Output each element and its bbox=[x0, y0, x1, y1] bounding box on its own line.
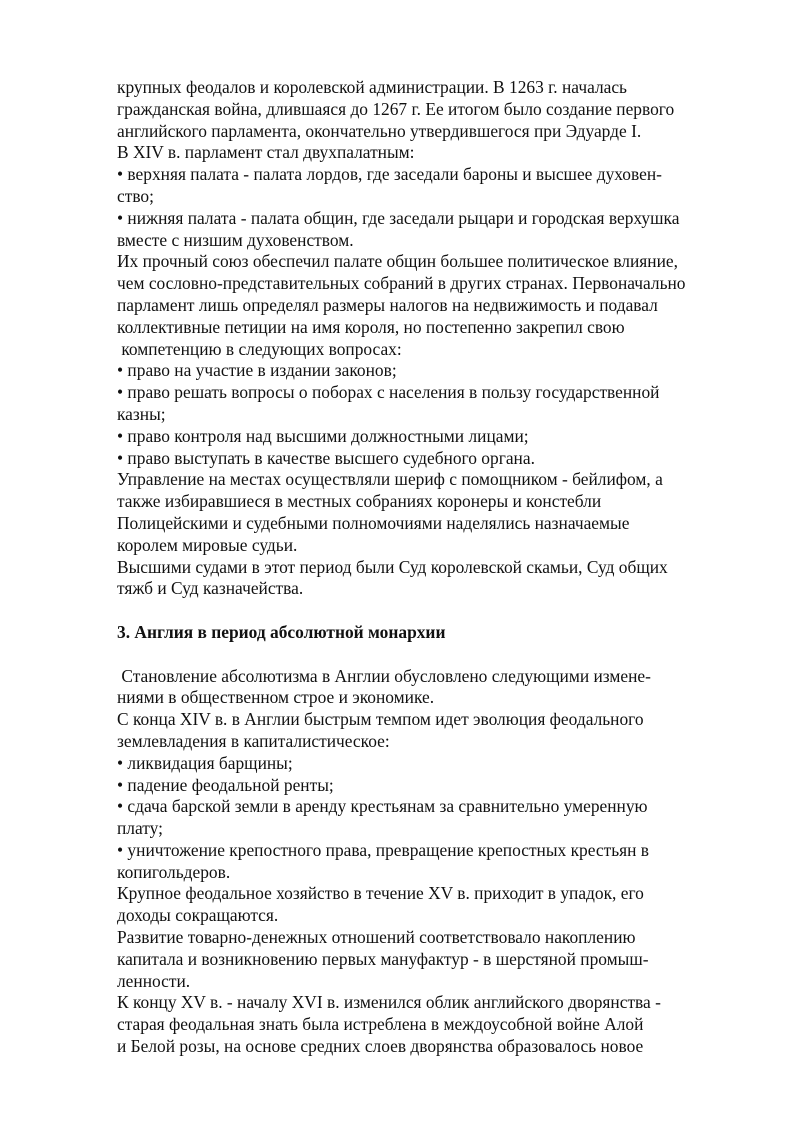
bullet-line: • верхняя палата - палата лордов, где заседали бароны и высшее духовен- bbox=[117, 164, 662, 185]
text-line: копигольдеров. bbox=[117, 861, 231, 882]
text-line: Полицейскими и судебными полномочиями наделялись назначаемые bbox=[117, 512, 630, 533]
bullet-line: • право выступать в качестве высшего судебного органа. bbox=[117, 447, 535, 468]
text-line: Крупное феодальное хозяйство в течение XV в. приходит в упадок, его bbox=[117, 883, 644, 904]
bullet-line: • право решать вопросы о поборах с населения в пользу государственной bbox=[117, 382, 660, 403]
text-line: также избиравшиеся в местных собраниях коронеры и констебли bbox=[117, 491, 602, 512]
text-line: парламент лишь определял размеры налогов на недвижимость и подавал bbox=[117, 294, 658, 315]
text-line: С конца XIV в. в Англии быстрым темпом идет эволюция феодального bbox=[117, 709, 644, 730]
text-line: чем сословно-представительных собраний в других странах. Первоначально bbox=[117, 273, 686, 294]
text-line: плату; bbox=[117, 818, 163, 839]
bullet-line: • ликвидация барщины; bbox=[117, 752, 293, 773]
text-line: землевладения в капиталистическое: bbox=[117, 730, 390, 751]
text-line: Становление абсолютизма в Англии обусловлено следующими измене- bbox=[117, 665, 651, 686]
text-line: Управление на местах осуществляли шериф с помощником - бейлифом, а bbox=[117, 469, 663, 490]
text-line: Их прочный союз обеспечил палате общин большее политическое влияние, bbox=[117, 251, 678, 272]
text-line: К концу XV в. - началу XVI в. изменился облик английского дворянства - bbox=[117, 992, 661, 1013]
text-line: английского парламента, окончательно утвердившегося при Эдуарде I. bbox=[117, 120, 642, 141]
section-heading: 3. Англия в период абсолютной монархии bbox=[117, 621, 446, 642]
text-line: капитала и возникновению первых мануфактур - в шерстяной промыш- bbox=[117, 948, 649, 969]
text-line: ство; bbox=[117, 185, 154, 206]
text-line: Развитие товарно-денежных отношений соответствовало накоплению bbox=[117, 927, 636, 948]
text-line: казны; bbox=[117, 403, 166, 424]
bullet-line: • право контроля над высшими должностными лицами; bbox=[117, 425, 529, 446]
bullet-line: • право на участие в издании законов; bbox=[117, 360, 397, 381]
text-line: вместе с низшим духовенством. bbox=[117, 229, 354, 250]
text-line: крупных феодалов и королевской администрации. В 1263 г. началась bbox=[117, 77, 627, 97]
text-line: доходы сокращаются. bbox=[117, 905, 279, 926]
text-line: Высшими судами в этот период были Суд королевской скамьи, Суд общих bbox=[117, 556, 668, 577]
bullet-line: • уничтожение крепостного права, превращение крепостных крестьян в bbox=[117, 839, 649, 860]
text-line: коллективные петиции на имя короля, но постепенно закрепил свою bbox=[117, 316, 625, 337]
bullet-line: • нижняя палата - палата общин, где заседали рыцари и городская верхушка bbox=[117, 207, 680, 228]
blank-line bbox=[117, 600, 747, 622]
text-line: и Белой розы, на основе средних слоев дворянства образовалось новое bbox=[117, 1036, 644, 1057]
bullet-line: • падение феодальной ренты; bbox=[117, 774, 334, 795]
document-page bbox=[117, 77, 747, 1058]
text-line: В XIV в. парламент стал двухпалатным: bbox=[117, 142, 415, 163]
text-line: компетенцию в следующих вопросах: bbox=[117, 338, 402, 359]
section-3-text bbox=[117, 666, 747, 1058]
text-line: старая феодальная знать была истреблена в междоусобной войне Алой bbox=[117, 1014, 644, 1035]
blank-line bbox=[117, 644, 747, 666]
text-line: тяжб и Суд казначейства. bbox=[117, 578, 304, 599]
text-line: ниями в общественном строе и экономике. bbox=[117, 687, 435, 708]
bullet-line: • сдача барской земли в аренду крестьянам за сравнительно умеренную bbox=[117, 796, 648, 817]
text-line: гражданская война, длившаяся до 1267 г. Ее итогом было создание первого bbox=[117, 98, 675, 119]
section-2-text bbox=[117, 77, 747, 600]
text-line: ленности. bbox=[117, 970, 191, 991]
text-line: королем мировые судьи. bbox=[117, 534, 298, 555]
